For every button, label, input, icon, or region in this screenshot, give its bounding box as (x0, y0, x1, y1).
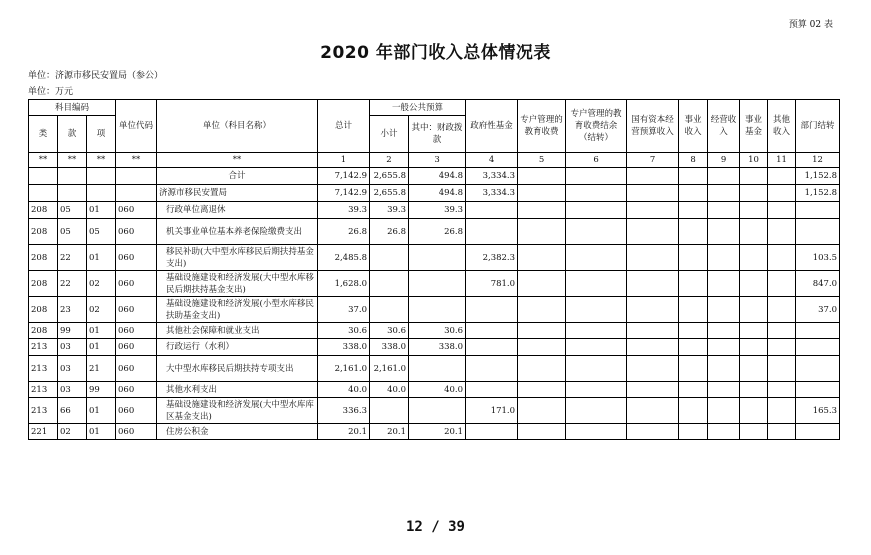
table-row (29, 297, 840, 323)
dept-carryover-cell (796, 339, 840, 356)
business-fund-cell (740, 398, 768, 424)
special-edu-balance-cell (566, 185, 627, 202)
total-header: 总计 (318, 100, 370, 153)
total-cell: 37.0 (318, 297, 370, 323)
total-cell: 2,161.0 (318, 356, 370, 382)
business-fund-cell (740, 356, 768, 382)
special-edu-balance-cell (566, 297, 627, 323)
xiang-cell: 01 (87, 245, 116, 271)
subtotal-cell: 40.0 (370, 382, 409, 398)
lei-cell: 208 (29, 297, 58, 323)
operating-income-cell (708, 202, 740, 219)
state-capital-cell (627, 424, 679, 440)
business-income-cell (679, 398, 708, 424)
business-income-cell (679, 185, 708, 202)
special-edu-balance-cell (566, 245, 627, 271)
dept-carryover-cell (796, 219, 840, 245)
state-capital-header: 国有资本经营预算收入 (627, 100, 679, 153)
subject-name-cell: 合计 (157, 168, 318, 185)
gov-fund-cell (466, 219, 518, 245)
business-fund-cell (740, 245, 768, 271)
special-edu-cell (518, 185, 566, 202)
other-income-cell (768, 168, 796, 185)
index-cell: 1 (318, 153, 370, 168)
table-row (29, 398, 840, 424)
state-capital-cell (627, 356, 679, 382)
unit-code-cell: 060 (116, 398, 157, 424)
xiang-header: 项 (87, 116, 116, 153)
special-edu-balance-cell (566, 398, 627, 424)
other-income-header: 其他收入 (768, 100, 796, 153)
special-edu-cell (518, 382, 566, 398)
business-fund-cell (740, 271, 768, 297)
fiscal-cell: 26.8 (409, 219, 466, 245)
operating-income-cell (708, 245, 740, 271)
other-income-cell (768, 202, 796, 219)
unit-code-cell: 060 (116, 339, 157, 356)
table-row (29, 202, 840, 219)
special-edu-balance-cell (566, 168, 627, 185)
dept-carryover-cell: 37.0 (796, 297, 840, 323)
index-cell: 3 (409, 153, 466, 168)
lei-cell: 213 (29, 339, 58, 356)
unit-code-cell: 060 (116, 382, 157, 398)
other-income-cell (768, 185, 796, 202)
kuan-cell: 22 (58, 271, 87, 297)
unit-measure: 单位：万元 (28, 87, 74, 97)
special-edu-balance-cell (566, 271, 627, 297)
special-edu-balance-cell (566, 424, 627, 440)
table-row (29, 339, 840, 356)
other-income-cell (768, 382, 796, 398)
kuan-cell: 66 (58, 398, 87, 424)
total-cell: 39.3 (318, 202, 370, 219)
total-cell: 338.0 (318, 339, 370, 356)
total-cell: 40.0 (318, 382, 370, 398)
special-edu-cell (518, 398, 566, 424)
special-edu-balance-cell (566, 202, 627, 219)
subject-name-cell: 其他水利支出 (157, 382, 318, 398)
table-row (29, 219, 840, 245)
subtotal-cell: 2,161.0 (370, 356, 409, 382)
table-row (29, 271, 840, 297)
index-cell: 11 (768, 153, 796, 168)
business-income-cell (679, 424, 708, 440)
state-capital-cell (627, 339, 679, 356)
special-edu-cell (518, 424, 566, 440)
subtotal-cell: 26.8 (370, 219, 409, 245)
index-cell: 6 (566, 153, 627, 168)
table-row (29, 356, 840, 382)
special-edu-cell (518, 323, 566, 339)
other-income-cell (768, 398, 796, 424)
kuan-cell: 03 (58, 382, 87, 398)
fiscal-cell: 40.0 (409, 382, 466, 398)
total-cell: 1,628.0 (318, 271, 370, 297)
dept-carryover-cell (796, 356, 840, 382)
state-capital-cell (627, 202, 679, 219)
business-income-cell (679, 168, 708, 185)
operating-income-cell (708, 168, 740, 185)
gov-fund-cell: 3,334.3 (466, 185, 518, 202)
subject-name-cell: 基础设施建设和经济发展(大中型水库移民后期扶持基金支出) (157, 271, 318, 297)
operating-income-cell (708, 271, 740, 297)
special-edu-cell (518, 271, 566, 297)
unit-code-cell: 060 (116, 245, 157, 271)
business-income-cell (679, 382, 708, 398)
unit-code-header: 单位代码 (116, 100, 157, 153)
fiscal-cell: 338.0 (409, 339, 466, 356)
unit-code-cell (116, 185, 157, 202)
total-cell: 2,485.8 (318, 245, 370, 271)
unit-code-cell: 060 (116, 297, 157, 323)
state-capital-cell (627, 398, 679, 424)
state-capital-cell (627, 245, 679, 271)
kuan-cell (58, 168, 87, 185)
table-row (29, 168, 840, 185)
subtotal-cell (370, 398, 409, 424)
subtotal-cell (370, 297, 409, 323)
special-edu-cell (518, 339, 566, 356)
kuan-cell: 05 (58, 219, 87, 245)
xiang-cell: 99 (87, 382, 116, 398)
fiscal-cell: 30.6 (409, 323, 466, 339)
xiang-cell: 01 (87, 424, 116, 440)
kuan-cell: 23 (58, 297, 87, 323)
fiscal-cell (409, 356, 466, 382)
subtotal-cell: 2,655.8 (370, 185, 409, 202)
business-income-cell (679, 245, 708, 271)
business-fund-cell (740, 219, 768, 245)
lei-cell: 208 (29, 323, 58, 339)
special-edu-balance-cell (566, 323, 627, 339)
index-cell: 9 (708, 153, 740, 168)
general-budget-header: 一般公共预算 (370, 100, 466, 116)
fiscal-header: 其中：财政拨款 (409, 116, 466, 153)
xiang-cell: 02 (87, 297, 116, 323)
dept-carryover-cell (796, 323, 840, 339)
gov-fund-cell (466, 382, 518, 398)
state-capital-cell (627, 219, 679, 245)
dept-carryover-cell (796, 424, 840, 440)
dept-carryover-cell: 847.0 (796, 271, 840, 297)
operating-income-cell (708, 339, 740, 356)
gov-fund-cell: 2,382.3 (466, 245, 518, 271)
index-cell: ** (116, 153, 157, 168)
kuan-header: 款 (58, 116, 87, 153)
table-row (29, 245, 840, 271)
operating-income-cell (708, 297, 740, 323)
gov-fund-header: 政府性基金 (466, 100, 518, 153)
index-cell: 8 (679, 153, 708, 168)
table-row (29, 382, 840, 398)
xiang-cell: 01 (87, 398, 116, 424)
subject-name-cell: 其他社会保障和就业支出 (157, 323, 318, 339)
subtotal-cell: 30.6 (370, 323, 409, 339)
state-capital-cell (627, 271, 679, 297)
subject-name-cell: 机关事业单位基本养老保险缴费支出 (157, 219, 318, 245)
fiscal-cell: 494.8 (409, 168, 466, 185)
page-indicator: 12 / 39 (405, 519, 465, 535)
unit-code-cell: 060 (116, 271, 157, 297)
subject-name-cell: 大中型水库移民后期扶持专项支出 (157, 356, 318, 382)
xiang-cell: 01 (87, 323, 116, 339)
unit-name: 单位：济源市移民安置局（参公） (28, 71, 164, 81)
other-income-cell (768, 219, 796, 245)
state-capital-cell (627, 297, 679, 323)
lei-cell (29, 185, 58, 202)
fiscal-cell: 20.1 (409, 424, 466, 440)
xiang-cell: 01 (87, 339, 116, 356)
fiscal-cell (409, 297, 466, 323)
kuan-cell: 05 (58, 202, 87, 219)
subject-code-header: 科目编码 (29, 100, 116, 116)
dept-carryover-cell: 103.5 (796, 245, 840, 271)
unit-code-cell: 060 (116, 424, 157, 440)
table-row (29, 185, 840, 202)
state-capital-cell (627, 382, 679, 398)
lei-cell (29, 168, 58, 185)
index-cell: 2 (370, 153, 409, 168)
subject-name-cell: 行政单位离退休 (157, 202, 318, 219)
business-income-cell (679, 202, 708, 219)
subject-name-cell: 移民补助(大中型水库移民后期扶持基金支出) (157, 245, 318, 271)
gov-fund-cell (466, 323, 518, 339)
gov-fund-cell (466, 424, 518, 440)
lei-cell: 213 (29, 356, 58, 382)
other-income-cell (768, 245, 796, 271)
business-fund-cell (740, 297, 768, 323)
lei-cell: 208 (29, 202, 58, 219)
kuan-cell: 03 (58, 339, 87, 356)
state-capital-cell (627, 168, 679, 185)
business-income-cell (679, 356, 708, 382)
other-income-cell (768, 297, 796, 323)
lei-cell: 208 (29, 271, 58, 297)
operating-income-cell (708, 356, 740, 382)
index-cell: 7 (627, 153, 679, 168)
unit-code-cell: 060 (116, 219, 157, 245)
dept-carryover-header: 部门结转 (796, 100, 840, 153)
subject-name-cell: 基础设施建设和经济发展(小型水库移民扶助基金支出) (157, 297, 318, 323)
subject-name-cell: 济源市移民安置局 (157, 185, 318, 202)
operating-income-cell (708, 185, 740, 202)
unit-code-cell: 060 (116, 202, 157, 219)
total-cell: 26.8 (318, 219, 370, 245)
lei-cell: 208 (29, 245, 58, 271)
other-income-cell (768, 323, 796, 339)
lei-cell: 221 (29, 424, 58, 440)
xiang-cell: 21 (87, 356, 116, 382)
xiang-cell: 01 (87, 202, 116, 219)
special-edu-cell (518, 168, 566, 185)
business-income-header: 事业收入 (679, 100, 708, 153)
kuan-cell: 03 (58, 356, 87, 382)
fiscal-cell (409, 271, 466, 297)
gov-fund-cell: 171.0 (466, 398, 518, 424)
business-income-cell (679, 323, 708, 339)
xiang-cell (87, 168, 116, 185)
unit-code-cell: 060 (116, 356, 157, 382)
dept-carryover-cell: 1,152.8 (796, 168, 840, 185)
dept-carryover-cell: 1,152.8 (796, 185, 840, 202)
subject-name-cell: 住房公积金 (157, 424, 318, 440)
fiscal-cell (409, 245, 466, 271)
fiscal-cell: 494.8 (409, 185, 466, 202)
operating-income-cell (708, 382, 740, 398)
special-edu-balance-cell (566, 382, 627, 398)
unit-code-cell (116, 168, 157, 185)
index-cell: 10 (740, 153, 768, 168)
index-cell: ** (29, 153, 58, 168)
gov-fund-cell: 781.0 (466, 271, 518, 297)
total-cell: 30.6 (318, 323, 370, 339)
operating-income-cell (708, 398, 740, 424)
special-edu-cell (518, 356, 566, 382)
operating-income-cell (708, 323, 740, 339)
fiscal-cell: 39.3 (409, 202, 466, 219)
kuan-cell (58, 185, 87, 202)
business-fund-header: 事业基金 (740, 100, 768, 153)
subtotal-header: 小计 (370, 116, 409, 153)
form-code: 预算 02 表 (788, 20, 833, 30)
kuan-cell: 99 (58, 323, 87, 339)
dept-carryover-cell (796, 382, 840, 398)
operating-income-cell (708, 424, 740, 440)
business-income-cell (679, 339, 708, 356)
subtotal-cell: 2,655.8 (370, 168, 409, 185)
table-row (29, 424, 840, 440)
index-cell: 12 (796, 153, 840, 168)
gov-fund-cell (466, 339, 518, 356)
index-cell: 5 (518, 153, 566, 168)
business-fund-cell (740, 168, 768, 185)
income-table (28, 99, 840, 440)
gov-fund-cell (466, 202, 518, 219)
special-edu-balance-cell (566, 356, 627, 382)
index-cell: ** (58, 153, 87, 168)
kuan-cell: 22 (58, 245, 87, 271)
total-cell: 7,142.9 (318, 185, 370, 202)
index-cell: ** (157, 153, 318, 168)
special-edu-balance-cell (566, 339, 627, 356)
subtotal-cell (370, 271, 409, 297)
lei-cell: 213 (29, 398, 58, 424)
subtotal-cell: 39.3 (370, 202, 409, 219)
business-income-cell (679, 271, 708, 297)
business-fund-cell (740, 202, 768, 219)
subtotal-cell (370, 245, 409, 271)
total-cell: 7,142.9 (318, 168, 370, 185)
special-edu-header: 专户管理的教育收费 (518, 100, 566, 153)
business-fund-cell (740, 382, 768, 398)
other-income-cell (768, 271, 796, 297)
dept-carryover-cell (796, 202, 840, 219)
business-income-cell (679, 219, 708, 245)
special-edu-cell (518, 219, 566, 245)
operating-income-header: 经营收入 (708, 100, 740, 153)
other-income-cell (768, 356, 796, 382)
state-capital-cell (627, 323, 679, 339)
unit-code-cell: 060 (116, 323, 157, 339)
special-edu-balance-header: 专户管理的教育收费结余（结转） (566, 100, 627, 153)
index-cell: ** (87, 153, 116, 168)
subtotal-cell: 20.1 (370, 424, 409, 440)
gov-fund-cell: 3,334.3 (466, 168, 518, 185)
business-fund-cell (740, 424, 768, 440)
table-row (29, 323, 840, 339)
total-cell: 20.1 (318, 424, 370, 440)
gov-fund-cell (466, 297, 518, 323)
total-cell: 336.3 (318, 398, 370, 424)
lei-header: 类 (29, 116, 58, 153)
page-title: 2020 年部门收入总体情况表 (320, 43, 551, 63)
other-income-cell (768, 339, 796, 356)
business-income-cell (679, 297, 708, 323)
gov-fund-cell (466, 356, 518, 382)
business-fund-cell (740, 185, 768, 202)
subtotal-cell: 338.0 (370, 339, 409, 356)
subject-name-cell: 基础设施建设和经济发展(大中型水库库区基金支出) (157, 398, 318, 424)
special-edu-cell (518, 297, 566, 323)
special-edu-cell (518, 245, 566, 271)
other-income-cell (768, 424, 796, 440)
xiang-cell (87, 185, 116, 202)
dept-carryover-cell: 165.3 (796, 398, 840, 424)
kuan-cell: 02 (58, 424, 87, 440)
lei-cell: 213 (29, 382, 58, 398)
lei-cell: 208 (29, 219, 58, 245)
operating-income-cell (708, 219, 740, 245)
special-edu-cell (518, 202, 566, 219)
xiang-cell: 05 (87, 219, 116, 245)
business-fund-cell (740, 323, 768, 339)
state-capital-cell (627, 185, 679, 202)
subject-name-cell: 行政运行（水利） (157, 339, 318, 356)
fiscal-cell (409, 398, 466, 424)
xiang-cell: 02 (87, 271, 116, 297)
index-cell: 4 (466, 153, 518, 168)
business-fund-cell (740, 339, 768, 356)
special-edu-balance-cell (566, 219, 627, 245)
column-index-row (29, 153, 840, 168)
unit-subject-header: 单位（科目名称） (157, 100, 318, 153)
